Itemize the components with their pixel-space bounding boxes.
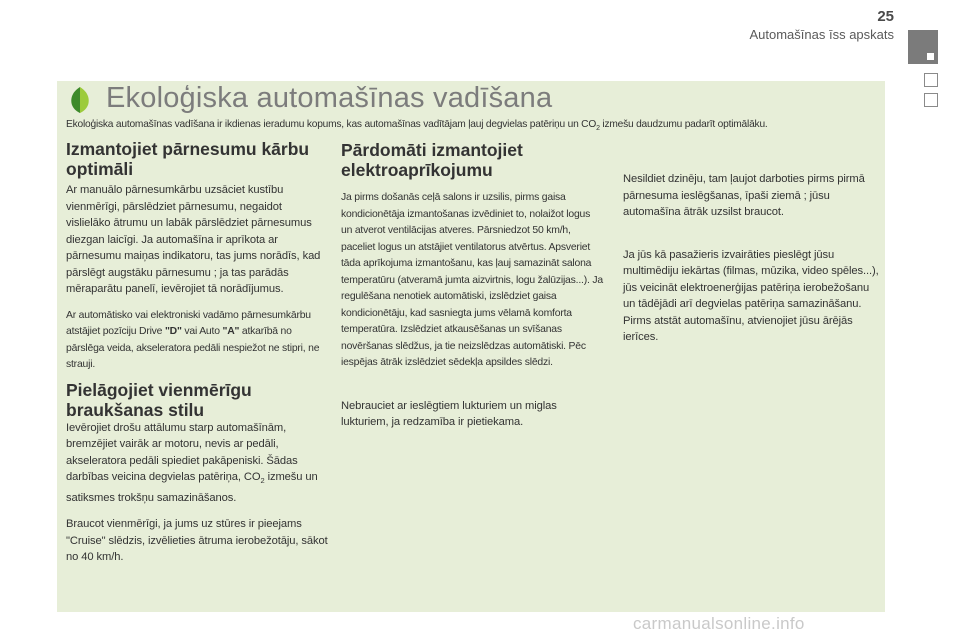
- page-number: 25: [877, 8, 894, 25]
- smooth-subscript: 2: [260, 476, 265, 486]
- watermark: carmanualsonline.info: [633, 614, 805, 633]
- paragraph-engine-warmup: Nesildiet dzinēju, tam ļaujot darboties pirms pirmā pārnesuma ieslēgšanas, īpaši ziemā ; jūsu automašīna ātrāk uzsilst braucot.: [623, 173, 865, 218]
- page-header-title: Automašīnas īss apskats: [749, 27, 894, 42]
- drive-mode-d: "D": [164, 326, 182, 337]
- paragraph-smooth-driving-1: [66, 420, 328, 507]
- leaf-right-half: [80, 87, 89, 113]
- heading-smooth-driving: Pielāgojiet vienmērīgu braukšanas stilu: [66, 379, 252, 420]
- paragraph-lights: Nebrauciet ar ieslēgtiem lukturiem un miglas lukturiem, ja redzamība ir pietiekama.: [341, 399, 557, 428]
- chapter-tab-active[interactable]: [908, 30, 938, 64]
- auto-mode-a: "A": [222, 326, 240, 337]
- middle-column: [341, 140, 603, 431]
- eco-leaf-icon: [68, 86, 92, 114]
- auto-text-1: Ar automātisko vai elektroniski vadāmo pārnesumkārbu atstājiet pozīciju Drive: [66, 309, 311, 337]
- intro-subscript: 2: [596, 125, 600, 133]
- leaf-left-half: [71, 87, 80, 113]
- heading-electrical-equipment: Pārdomāti izmantojiet elektroaprīkojumu: [341, 140, 523, 180]
- right-column: [623, 171, 883, 346]
- smooth-text-1: Ievērojiet drošu attālumu starp automašīnām, bremzējiet vairāk ar motoru, nevis ar pedāli, akseleratora pedāli spiediet pakāpeniski. Šādas darbības veicina degvielas patēriņa, CO: [66, 421, 298, 483]
- auto-text-3: atkarībā no pārslēga veida, akseleratora pedāli nespiežot ne stipri, ne strauji.: [66, 326, 320, 370]
- chapter-tab-3[interactable]: [924, 93, 938, 107]
- left-column: [66, 139, 328, 566]
- auto-text-2: vai Auto: [181, 326, 223, 337]
- intro-text-part2: izmešu daudzumu padarīt optimālāku.: [599, 119, 768, 130]
- smooth-text-2: izmešu un satiksmes trokšņu samazināšanos.: [66, 471, 318, 504]
- paragraph-automatic-gearbox: [66, 308, 328, 374]
- chapter-tab-2[interactable]: [924, 73, 938, 87]
- section-title: Ekoloģiska automašīnas vadīšana: [106, 82, 553, 114]
- section-intro: [66, 119, 881, 132]
- paragraph-multimedia: Ja jūs kā pasažieris izvairāties pieslēgt jūsu multimēdiju iekārtas (filmas, mūzika, video spēles...), jūs veicināt elektroenerģijas patēriņa ierobežošanu un tādējādi arī degvielas patēriņa samazināšanu. Pirms atstāt automašīnu, atvienojiet jūsu ārējās ierīces.: [623, 248, 879, 343]
- heading-gearbox: Izmantojiet pārnesumu kārbu optimāli: [66, 139, 310, 179]
- intro-text-part1: Ekoloģiska automašīnas vadīšana ir ikdienas ieradumu kopums, kas automašīnas vadītājam ļauj degvielas patēriņu un CO: [66, 119, 597, 130]
- paragraph-air-conditioning: Ja pirms došanās ceļā salons ir uzsilis, pirms gaisa kondicionētāja izmantošanas izvēdiniet to, nolaižot logus un atverot ventilācijas atveres. Pārsniedzot 50 km/h, paceliet logus un atstājiet ventilatorus atvērtus. Apsveriet tāda aprīkojuma izmantošanu, kas ļauj samazināt salona temperatūru (atveramā jumta aizvirtnis, logu žalūzijas...). Ja regulēšana nenotiek automātiski, izslēdziet gaisa kondicionētāju, kad sasniegta jums vēlamā komforta temperatūra. Izslēdziet atkausēšanas un svīšanas novēršanas slēdžus, ja tie neizslēdzas automātiski. Pēc iespējas ātrāk izslēdziet sēdekļa apsildes slēdzi.: [341, 192, 603, 368]
- paragraph-smooth-driving-2: Braucot vienmērīgi, ja jums uz stūres ir pieejams "Cruise" slēdzis, izvēlieties ātruma ierobežotāju, sākot no 40 km/h.: [66, 518, 328, 564]
- paragraph-manual-gearbox: Ar manuālo pārnesumkārbu uzsāciet kustību vienmērīgi, pārslēdziet pārnesumu, negaidot vislielāko ātrumu un labāk pārslēdziet pārnesumus diezgan laicīgi. Ja automašīna ir aprīkota ar pārnesumu maiņas indikatoru, tas jums norādīs, kad pārslēgt augstāku pārnesumu ; ja tas parādās mēraparātu panelī, ievērojiet tā norādījumus.: [66, 184, 321, 295]
